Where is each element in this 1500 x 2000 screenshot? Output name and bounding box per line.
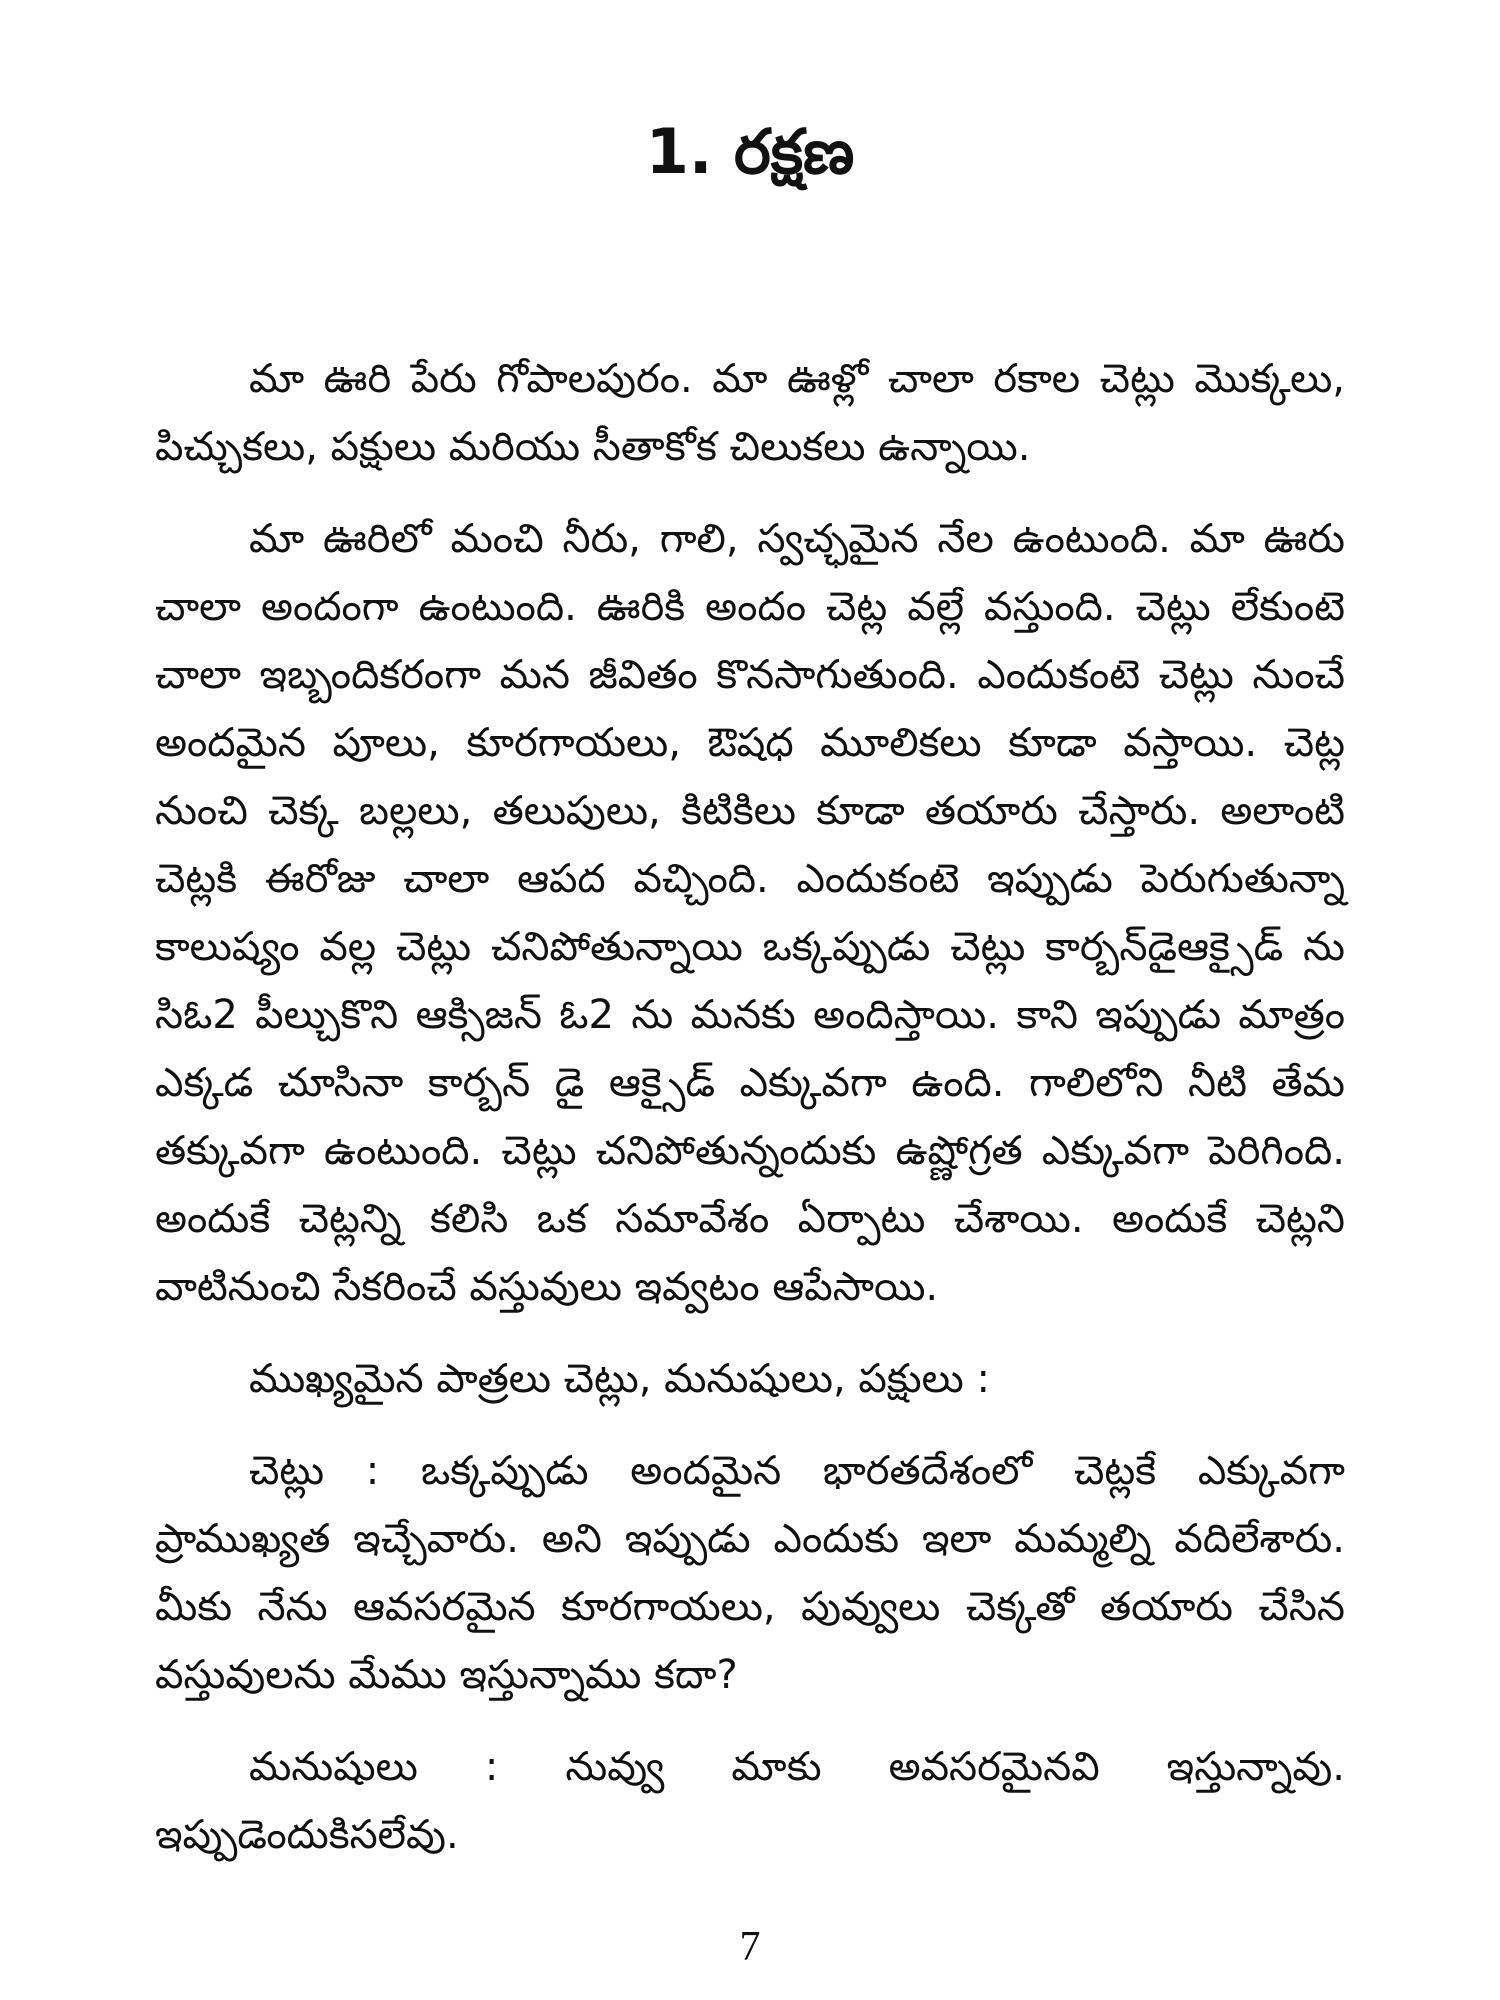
paragraph: మా ఊరిలో మంచి నీరు, గాలి, స్వచ్ఛమైన నేల ఉంటుంది. మా ఊరు చాలా అందంగా ఉంటుంది. ఊరికి అందం చెట్ల వల్లే వస్తుంది. చెట్లు లేకుంటె చాలా ఇబ్బందికరంగా మన జీవితం కొనసాగుతుంది. ఎందుకంటె చెట్లు నుంచే అందమైన పూలు, కూరగాయలు, ఔషధ మూలికలు కూడా వస్తాయి. చెట్ల నుంచి చెక్క బల్లలు, తలుపులు, కిటికిలు కూడా తయారు చేస్తారు. అలాంటి చెట్లకి ఈరోజు చాలా ఆపద వచ్చింది. ఎందుకంటె ఇప్పుడు పెరుగుతున్నా కాలుష్యం వల్ల చెట్లు చనిపోతున్నాయి ఒక్కప్పుడు చెట్లు కార్బన్‌డైఆక్సైడ్ ను సిఓ2 పీల్చుకొని ఆక్సిజన్ ఓ2 ను మనకు అందిస్తాయి. కాని ఇప్పుడు మాత్రం ఎక్కడ చూసినా కార్బన్ డై ఆక్సైడ్ ఎక్కువగా ఉంది. గాలిలోని నీటి తేమ తక్కువగా ఉంటుంది. చెట్లు చనిపోతున్నందుకు ఉష్ణోగ్రత ఎక్కువగా పెరిగింది. అందుకే చెట్లన్ని కలిసి ఒక సమావేశం ఏర్పాటు చేశాయి. అందుకే చెట్లని వాటినుంచి సేకరించే వస్తువులు ఇవ్వటం ఆపేసాయి.: [155, 516, 1345, 1310]
paragraph: ముఖ్యమైన పాత్రలు చెట్లు, మనుషులు, పక్షులు :: [249, 1356, 990, 1402]
chapter-title: 1. రక్షణ: [645, 115, 855, 188]
paragraph: చెట్లు : ఒక్కప్పుడు అందమైన భారతదేశంలో చెట్లకే ఎక్కువగా ప్రాముఖ్యత ఇచ్చేవారు. అని ఇప్పుడు ఎందుకు ఇలా మమ్మల్ని వదిలేశారు. మీకు నేను ఆవసరమైన కూరగాయలు, పువ్వులు చెక్కతో తయారు చేసిన వస్తువులను మేము ఇస్తున్నాము కదా?: [155, 1448, 1345, 1698]
body-text: [155, 345, 1345, 1893]
paragraph: మా ఊరి పేరు గోపాలపురం. మా ఊళ్లో చాలా రకాల చెట్లు మొక్కలు, పిచ్చుకలు, పక్షులు మరియు సీతాకోక చిలుకలు ఉన్నాయి.: [155, 356, 1345, 470]
paragraph: మనుషులు : నువ్వు మాకు అవసరమైనవి ఇస్తున్నావు. ఇప్పుడెందుకిసలేవు.: [155, 1744, 1345, 1858]
page-number: 7: [739, 1924, 761, 1970]
